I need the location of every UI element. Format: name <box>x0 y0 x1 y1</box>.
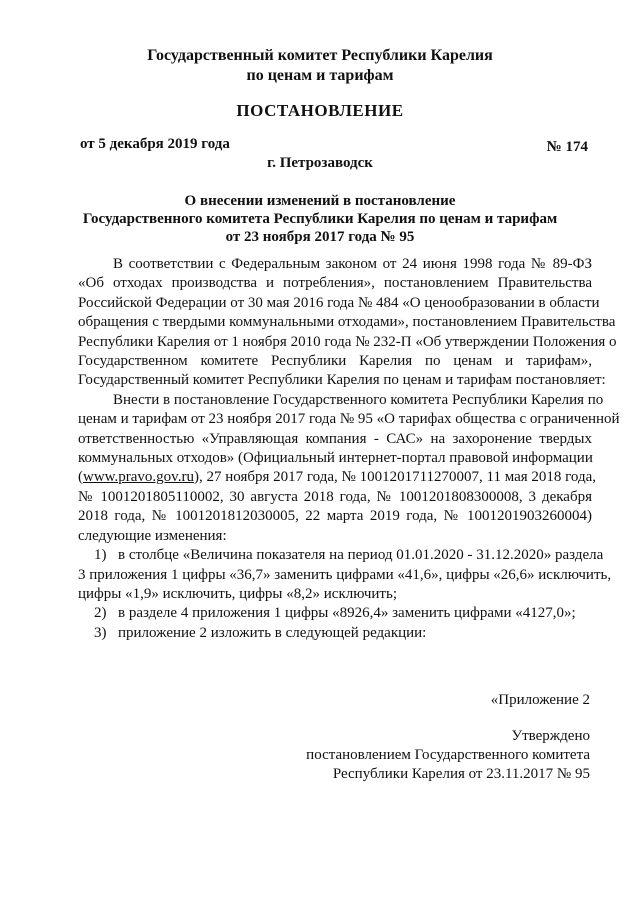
item-3 <box>78 624 592 643</box>
paren-open: ( <box>78 469 83 486</box>
item-3-text: приложение 2 изложить в следующей редакции: <box>118 624 427 641</box>
para2-line: 2018 года, № 1001201812030005, 22 марта 2019 года, № 1001201903260004) <box>78 508 592 525</box>
para2-line: ценам и тарифам от 23 ноября 2017 года № 95 «О тарифах общества с ограниченной <box>78 411 620 428</box>
para1-line: Республики Карелия от 1 ноября 2010 года № 232-П «Об утверждении Положения о <box>78 333 617 350</box>
subject-line-2: Государственного комитета Республики Карелия по ценам и тарифам <box>82 211 558 227</box>
pravo-link[interactable]: www.pravo.gov.ru <box>83 469 194 486</box>
approved-by-line-1: постановлением Государственного комитета <box>306 747 590 763</box>
doc-number: № 174 <box>546 139 588 155</box>
para2-line-rest: ), 27 ноября 2017 года, № 1001201711270007, 11 мая 2018 года, <box>193 469 597 486</box>
para2-line: Внести в постановление Государственного комитета Республики Карелия по <box>113 391 604 408</box>
para2-line-with-link <box>78 468 597 487</box>
header-line-1: Государственный комитет Республики Карелия <box>147 47 493 64</box>
item-1-text: в столбце «Величина показателя на период 01.01.2020 - 31.12.2020» раздела <box>118 547 604 564</box>
para1-line: В соответствии с Федеральным законом от 24 июня 1998 года № 89-ФЗ <box>113 256 592 272</box>
item-1 <box>78 546 604 565</box>
item-3-number: 3) <box>94 624 107 641</box>
item-1-line <box>94 546 604 565</box>
header-line-2: по ценам и тарифам <box>246 67 394 84</box>
doc-type-title: ПОСТАНОВЛЕНИЕ <box>236 101 404 120</box>
subject-line-3: от 23 ноября 2017 года № 95 <box>225 229 415 245</box>
doc-date: от 5 декабря 2019 года <box>80 136 230 152</box>
para2-line: № 1001201805110002, 30 августа 2018 года, № 1001201808300008, 3 декабря <box>78 488 592 505</box>
item-2-number: 2) <box>94 605 107 622</box>
para2-line: ответственностью «Управляющая компания - САС» на захоронение твердых <box>78 430 592 447</box>
appendix-label: «Приложение 2 <box>490 692 590 708</box>
item-2 <box>78 604 592 623</box>
subject-line-1: О внесении изменений в постановление <box>184 193 456 209</box>
para1-line: Государственный комитет Республики Карелия по ценам и тарифам постановляет: <box>78 372 606 389</box>
item-2-text: в разделе 4 приложения 1 цифры «8926,4» заменить цифрами «4127,0»; <box>118 605 576 622</box>
item-1-number: 1) <box>94 547 107 564</box>
body-text <box>78 255 620 643</box>
item-1-line-2: 3 приложения 1 цифры «36,7» заменить цифрами «41,6», цифры «26,6» исключить, <box>78 566 612 583</box>
doc-city: г. Петрозаводск <box>267 155 373 171</box>
para1-line: Российской Федерации от 30 мая 2016 года № 484 «О ценообразовании в области <box>78 294 600 311</box>
approved-label: Утверждено <box>511 728 590 744</box>
item-2-line <box>94 604 592 623</box>
para1-line: «Об отходах производства и потребления», постановлением Правительства <box>78 275 592 292</box>
para2-line: следующие изменения: <box>78 527 227 544</box>
para1-line: обращения с твердыми коммунальными отходами», постановлением Правительства <box>78 314 616 331</box>
item-1-line-3: цифры «1,9» исключить, цифры «8,2» исключить; <box>78 585 397 602</box>
para1-line: Государственном комитете Республики Карелия по ценам и тарифам», <box>78 353 592 370</box>
item-3-line <box>94 624 592 643</box>
approved-by-line-2: Республики Карелия от 23.11.2017 № 95 <box>332 766 590 782</box>
para2-line: коммунальных отходов» (Официальный интернет-портал правовой информации <box>78 450 593 467</box>
